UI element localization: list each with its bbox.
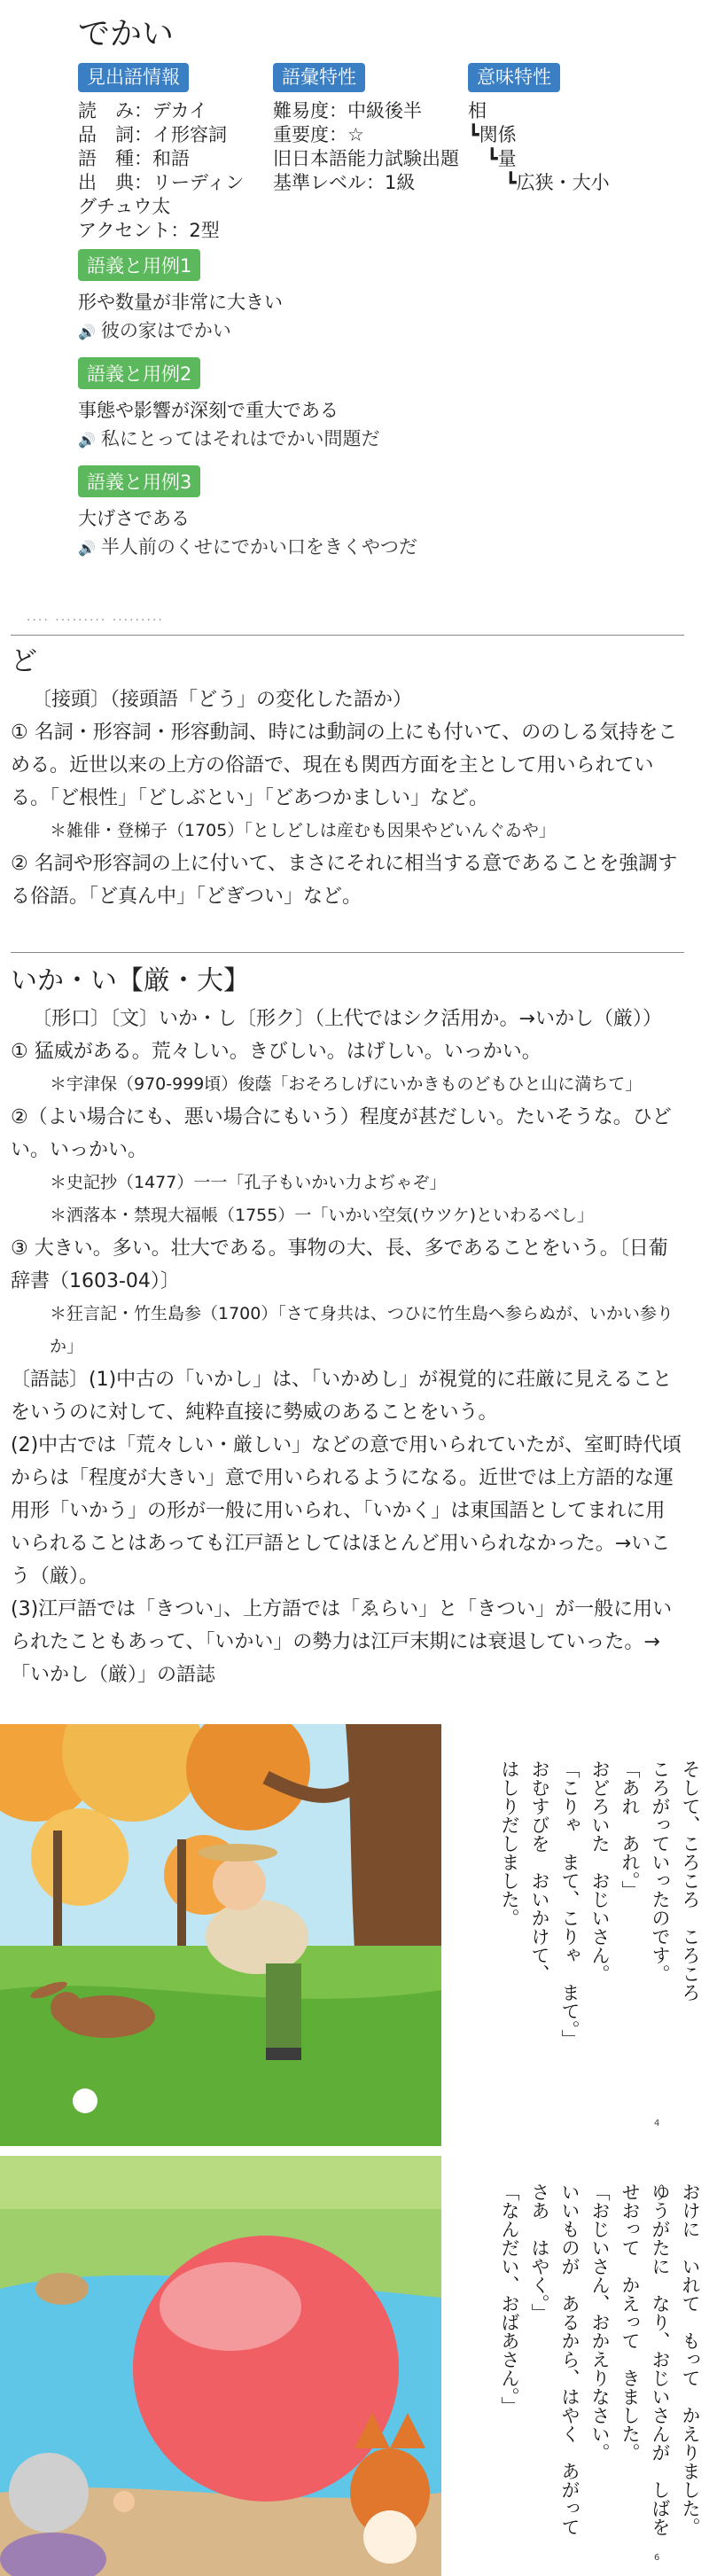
do-grammar: 〔接頭〕（接頭語「どう」の変化した語か） (32, 689, 413, 711)
kyu-shiken: 旧日本語能力試験出題基準レベル：1級 (273, 148, 459, 193)
scene-forest-svg (0, 1724, 441, 2146)
hinshi: 品 詞：イ形容詞 (78, 124, 227, 145)
divider (11, 635, 684, 636)
do-sense-1: ① 名詞・形容詞・形容動詞、時には動詞の上にも付いて、ののしる気持をこめる。近世以来の上方の俗語で、現在も関西方面を主として用いられている。「ど根性」「どしぶとい」「どあつかましい」など。 (11, 722, 678, 809)
example-text: 半人前のくせにでかい口をきくやつだ (100, 536, 417, 558)
ikai-sense-3: ③ 大きい。多い。壮大である。事物の大、長、多であることをいう。〔日葡辞書（1603‐04）〕 (11, 1237, 668, 1292)
separator-dots: .... ......... ......... (27, 610, 164, 624)
goi-column (273, 63, 468, 195)
headword-ikai: いか・い【厳・大】 (11, 965, 250, 996)
midashi-label: 見出語情報 (78, 63, 189, 92)
entry-dekai (78, 9, 698, 568)
do-citation: ＊雑俳・登梯子（1705）「としどしは産むも因果やどいんぐゐや」 (50, 821, 556, 840)
example-text: 私にとってはそれはでかい問題だ (100, 428, 380, 449)
sense-definition: 事態や影響が深刻で重大である (78, 400, 339, 421)
sense-example (78, 533, 698, 563)
scene-river-svg (0, 2156, 441, 2576)
sense-3 (78, 460, 698, 563)
speaker-icon[interactable]: 🔊 (78, 432, 96, 449)
imi-tree-2: ┗量 (468, 148, 517, 169)
speaker-icon[interactable]: 🔊 (78, 540, 96, 557)
divider (11, 952, 684, 953)
yomi: 読 み：デカイ (78, 100, 207, 121)
page-number: 6 (654, 2553, 660, 2563)
ikai-citation: ＊洒落本・禁現大福帳（1755）一「いかい空気(ウツケ)といわるべし」 (50, 1206, 594, 1225)
imi-column (468, 63, 698, 195)
sense-definition: 形や数量が非常に大きい (78, 292, 283, 313)
example-text: 彼の家はでかい (100, 320, 231, 341)
sense-example (78, 316, 698, 347)
imi-tree-1: ┗関係 (468, 124, 517, 145)
entry-do (11, 645, 684, 913)
entry-info-columns (78, 63, 698, 240)
entry-ikai (11, 964, 684, 1691)
page-number: 4 (654, 2119, 660, 2128)
midashi-column (78, 63, 255, 243)
ikai-citation: ＊宇津保（970‐999頃）俊蔭「おそろしげにいかきものどもひと山に満ちて」 (50, 1074, 643, 1094)
sense-2 (78, 352, 698, 455)
ikai-citation: ＊狂言記・竹生島参（1700）「さて身共は、つひに竹生島へ参らぬが、いかい参りか」 (50, 1304, 674, 1356)
juyodo: 重要度：☆ (273, 124, 364, 145)
imi-tree-3: ┗広狭・大小 (468, 172, 610, 193)
ikai-goshi-2: (2)中古では「荒々しい・厳しい」などの意で用いられていたが、室町時代頃からは「程度が大きい」意で用いられるようになる。近世では上方語的な運用形「いかう」の形が一般に用いられ、「いかく」は東国語としてまれに用いられることはあっても江戸語としてはほとんど用いられなかった。→いこう（厳）。 (11, 1434, 682, 1588)
story-text-1: そして、ころころ ころころ ころがっていったのです。 「あれ あれ。」 おどろいた おじいさん。 「こりゃ まて、こりゃ まて。」 おむすびを おいかけて、 はしりだしました。 (499, 1760, 701, 2049)
headword-dekai: でかい (78, 16, 175, 52)
ikai-sense-1: ① 猛威がある。荒々しい。きびしい。はげしい。いっかい。 (11, 1041, 541, 1063)
shutten: 出 典：リーディングチュウ太 (78, 172, 245, 217)
ikai-goshi-3: (3)江戸語では「きつい」、上方語では「ゑらい」と「きつい」が一般に用いられたこともあって、「いかい」の勢力は江戸末期には衰退していった。→「いかし（厳）」の語誌 (11, 1598, 673, 1686)
imi-tree-0: 相 (468, 100, 487, 121)
headword-do: ど (11, 646, 37, 677)
nanido: 難易度：中級後半 (273, 100, 422, 121)
sense-label: 語義と用例3 (78, 465, 200, 497)
goshu: 語 種：和語 (78, 148, 190, 169)
sense-label: 語義と用例2 (78, 357, 200, 389)
ikai-grammar: 〔形口〕〔文〕いか・し〔形ク〕（上代ではシク活用か。→いかし（厳）） (32, 1008, 662, 1030)
sense-1 (78, 244, 698, 347)
illustration-giant-peach (0, 2156, 441, 2576)
ikai-sense-2: ②（よい場合にも、悪い場合にもいう）程度が甚だしい。たいそうな。ひどい。いっかい。 (11, 1106, 672, 1161)
imi-label: 意味特性 (468, 63, 560, 92)
do-sense-2: ② 名詞や形容詞の上に付いて、まさにそれに相当する意であることを強調する俗語。「ど真ん中」「どぎつい」など。 (11, 853, 678, 908)
sense-definition: 大げさである (78, 508, 190, 529)
illustration-rolling-rice-ball (0, 1724, 441, 2146)
sense-label: 語義と用例1 (78, 249, 200, 281)
ikai-goshi-1: 〔語誌〕(1)中古の「いかし」は、「いかめし」が視覚的に荘厳に見えることをいうのに対して、純粋直接に勢威のあることをいう。 (11, 1369, 673, 1424)
story-text-2: おけに いれて もって かえりました。 ゆうがたに なり、おじいさんが しばを せおって かえって きました。 「おじいさん、おかえりなさい。 いいものが あるから、はやく あがって さあ はやく。」 「なんだい、おばあさん。」 (499, 2182, 701, 2536)
rice-ball-figure (73, 2088, 97, 2113)
speaker-icon[interactable]: 🔊 (78, 324, 96, 340)
accent: アクセント：2型 (78, 220, 220, 241)
sense-example (78, 425, 698, 455)
ikai-citation: ＊史記抄（1477）一一「孔子もいかい力よぢゃぞ」 (50, 1173, 447, 1192)
goi-label: 語彙特性 (273, 63, 365, 92)
